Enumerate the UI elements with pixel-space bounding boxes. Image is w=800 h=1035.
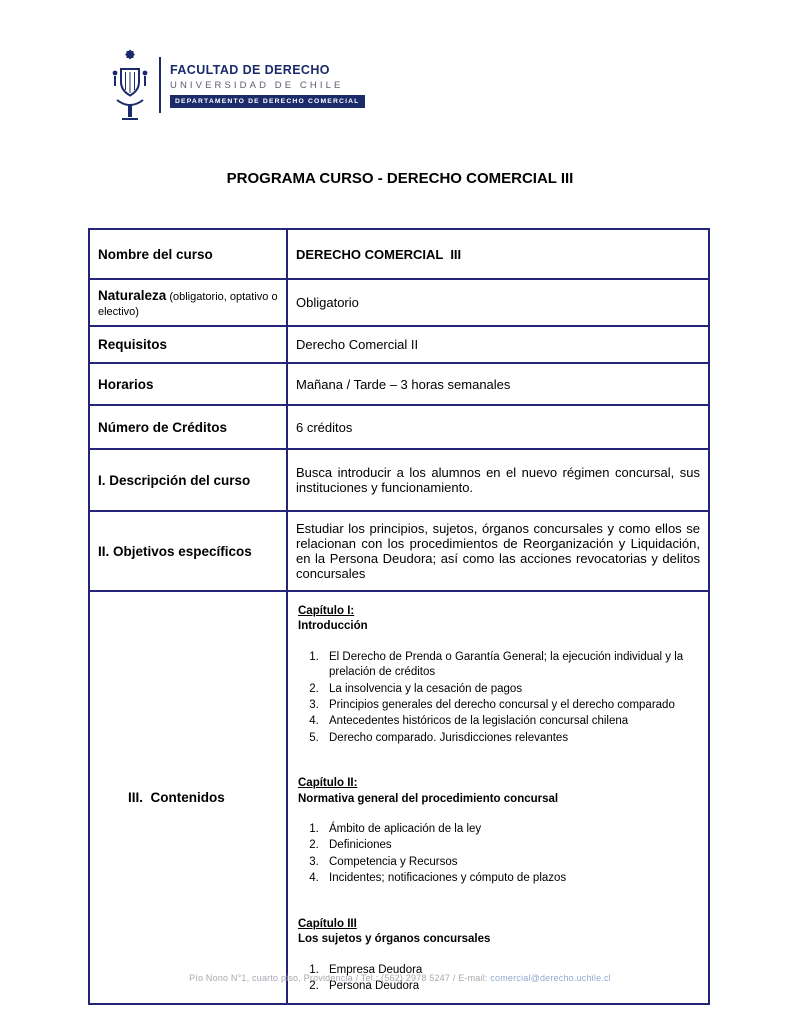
page-footer [0, 973, 800, 983]
chapter-subheading: Introducción [298, 620, 368, 633]
row-label [89, 229, 287, 279]
content-item: 1. Empresa Deudora [322, 963, 698, 978]
row-value: Derecho Comercial II [287, 326, 709, 363]
row-label-text: I. Descripción del curso [98, 472, 251, 488]
university-crest-icon [108, 46, 152, 124]
chapter-heading: Capítulo II: [298, 777, 358, 790]
row-label [89, 279, 287, 326]
table-row-creditos [89, 405, 709, 449]
chapter-1 [298, 604, 698, 746]
logo-divider [159, 57, 161, 113]
table-row-naturaleza [89, 279, 709, 326]
chapter-item-list [298, 650, 698, 746]
chapter-item-list [298, 822, 698, 887]
row-label-text: Requisitos [98, 337, 168, 352]
row-label [89, 449, 287, 511]
row-value: 6 créditos [287, 405, 709, 449]
row-label [89, 405, 287, 449]
chapter-subheading: Los sujetos y órganos concursales [298, 933, 491, 946]
chapter-heading: Capítulo III [298, 917, 357, 930]
row-value: Obligatorio [287, 279, 709, 326]
table-row-descripcion [89, 449, 709, 511]
logo-university-name: UNIVERSIDAD DE CHILE [170, 79, 344, 91]
content-item: 2. Definiciones [322, 838, 698, 853]
content-item: 4. Incidentes; notificaciones y cómputo de plazos [322, 871, 698, 886]
document-title: PROGRAMA CURSO - DERECHO COMERCIAL III [226, 170, 574, 187]
footer-contact-text: Pío Nono N°1, cuarto piso, Providencia / Tel.: (562) 2978 5247 / E-mail: [189, 973, 488, 983]
footer-email-link[interactable]: comercial@derecho.uchile.cl [490, 973, 611, 983]
row-label-text: Número de Créditos [98, 419, 228, 435]
row-label-text: Nombre del curso [98, 246, 213, 262]
row-label-text: Naturaleza [98, 287, 167, 303]
row-label-text: Horarios [98, 376, 154, 392]
row-label [89, 326, 287, 363]
content-item: 3. Competencia y Recursos [322, 855, 698, 870]
logo-department-bar: DEPARTAMENTO DE DERECHO COMERCIAL [170, 95, 365, 108]
course-table [88, 228, 710, 1005]
table-row-nombre [89, 229, 709, 279]
university-logo [108, 46, 365, 124]
table-row-contenidos [89, 591, 709, 1004]
row-value: Busca introducir a los alumnos en el nuevo régimen concursal, sus instituciones y funcionamiento. [287, 449, 709, 511]
content-item: 2. La insolvencia y la cesación de pagos [322, 682, 698, 697]
row-value: Estudiar los principios, sujetos, órganos concursales y como ellos se relacionan con los procedimientos de Reorganización y Liquidación, en la Persona Deudora; así como las acciones revocatorias y delitos concursales [287, 511, 709, 591]
logo-faculty-name: FACULTAD DE DERECHO [170, 62, 330, 77]
row-label [89, 363, 287, 405]
content-item: 3. Principios generales del derecho concursal y el derecho comparado [322, 698, 698, 713]
content-item: 1. El Derecho de Prenda o Garantía General; la ejecución individual y la prelación de créditos [322, 650, 698, 681]
contents-cell [287, 591, 709, 1004]
logo-text-block [170, 63, 365, 108]
row-label-note: (obligatorio, optativo o electivo) [98, 290, 278, 318]
chapter-heading: Capítulo I: [298, 605, 355, 617]
row-label [89, 591, 287, 1004]
content-item: 4. Antecedentes históricos de la legislación concursal chilena [322, 714, 698, 729]
content-item: 1. Ámbito de aplicación de la ley [322, 822, 698, 837]
table-row-objetivos [89, 511, 709, 591]
table-row-requisitos [89, 326, 709, 363]
chapter-subheading: Normativa general del procedimiento concursal [298, 792, 559, 805]
content-item: 5. Derecho comparado. Jurisdicciones relevantes [322, 731, 698, 746]
row-label-text: III. Contenidos [128, 790, 225, 806]
row-label-text: II. Objetivos específicos [98, 543, 252, 559]
table-row-horarios [89, 363, 709, 405]
row-label [89, 511, 287, 591]
row-value: Mañana / Tarde – 3 horas semanales [287, 363, 709, 405]
content-item: 2. Persona Deudora [322, 979, 698, 994]
chapter-2 [298, 776, 698, 886]
row-value: DERECHO COMERCIAL III [287, 229, 709, 279]
